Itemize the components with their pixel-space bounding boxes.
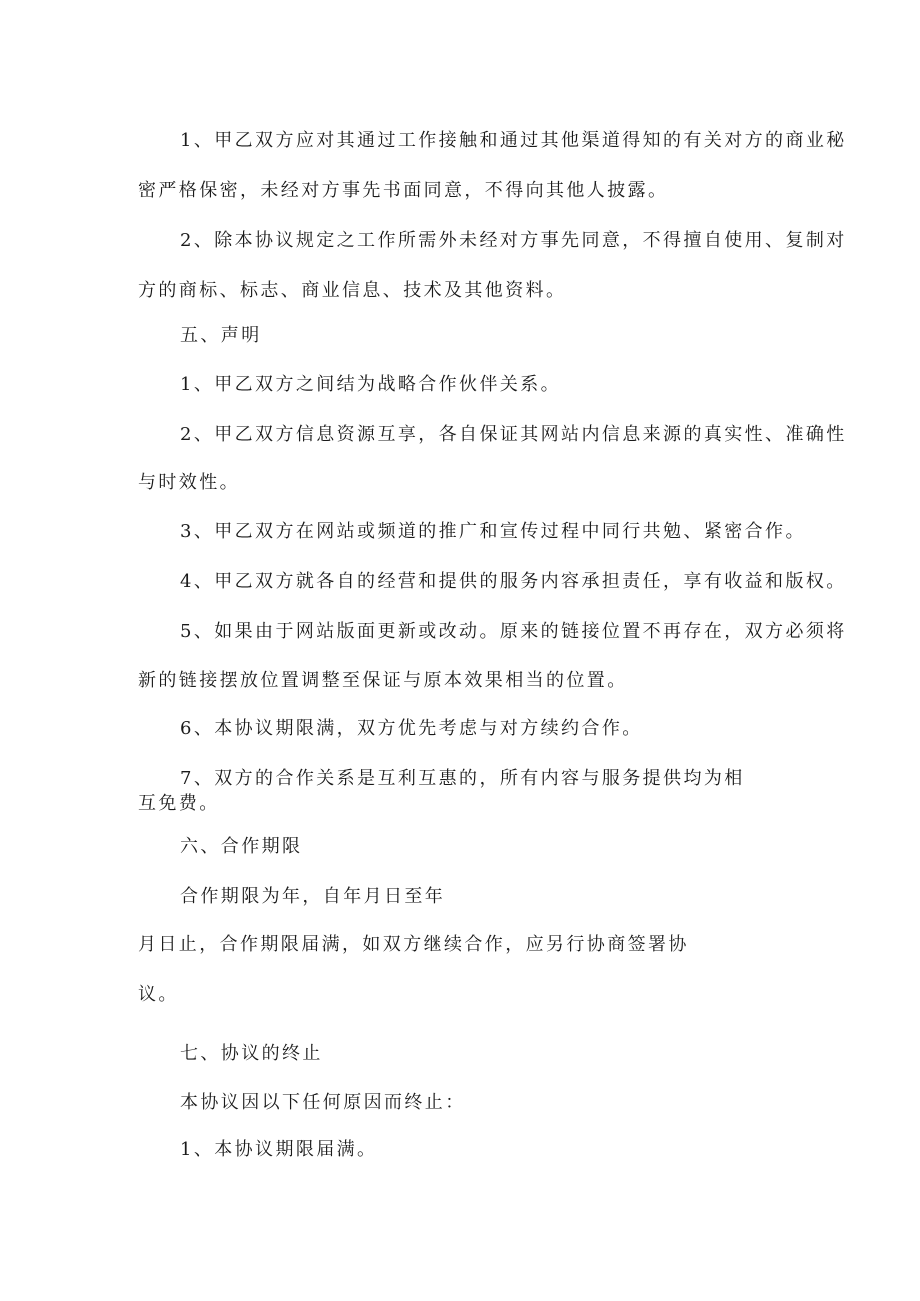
clause-5-2-line-2: 与时效性。	[138, 472, 240, 493]
termination-intro: 本协议因以下任何原因而终止：	[180, 1092, 466, 1113]
clause-5-3: 3、甲乙双方在网站或频道的推广和宣传过程中同行共勉、紧密合作。	[180, 521, 806, 542]
section-7-heading: 七、协议的终止	[180, 1043, 323, 1064]
section-6-heading: 六、合作期限	[180, 836, 303, 857]
clause-4-2-line-1: 2、除本协议规定之工作所需外未经对方事先同意，不得擅自使用、复制对	[180, 230, 847, 251]
clause-4-1-line-1: 1、甲乙双方应对其通过工作接触和通过其他渠道得知的有关对方的商业秘	[180, 130, 847, 151]
clause-5-1: 1、甲乙双方之间结为战略合作伙伴关系。	[180, 374, 562, 395]
clause-4-2-line-2: 方的商标、标志、商业信息、技术及其他资料。	[138, 280, 567, 301]
termination-item-1: 1、本协议期限届满。	[180, 1139, 378, 1160]
term-line-1: 合作期限为年，自年月日至年	[180, 886, 446, 907]
term-line-3: 议。	[138, 984, 179, 1005]
clause-5-5-line-1: 5、如果由于网站版面更新或改动。原来的链接位置不再存在，双方必须将	[180, 621, 847, 642]
clause-5-7-line-1: 7、双方的合作关系是互利互惠的，所有内容与服务提供均为相	[180, 768, 745, 789]
clause-5-7-line-2: 互免费。	[138, 793, 220, 814]
clause-4-1-line-2: 密严格保密，未经对方事先书面同意，不得向其他人披露。	[138, 180, 669, 201]
clause-5-2-line-1: 2、甲乙双方信息资源互享，各自保证其网站内信息来源的真实性、准确性	[180, 424, 847, 445]
section-5-heading: 五、声明	[180, 325, 262, 346]
clause-5-5-line-2: 新的链接摆放位置调整至保证与原本效果相当的位置。	[138, 670, 628, 691]
term-line-2: 月日止，合作期限届满，如双方继续合作，应另行协商签署协	[138, 934, 689, 955]
clause-5-6: 6、本协议期限满，双方优先考虑与对方续约合作。	[180, 718, 643, 739]
clause-5-4: 4、甲乙双方就各自的经营和提供的服务内容承担责任，享有收益和版权。	[180, 571, 847, 592]
